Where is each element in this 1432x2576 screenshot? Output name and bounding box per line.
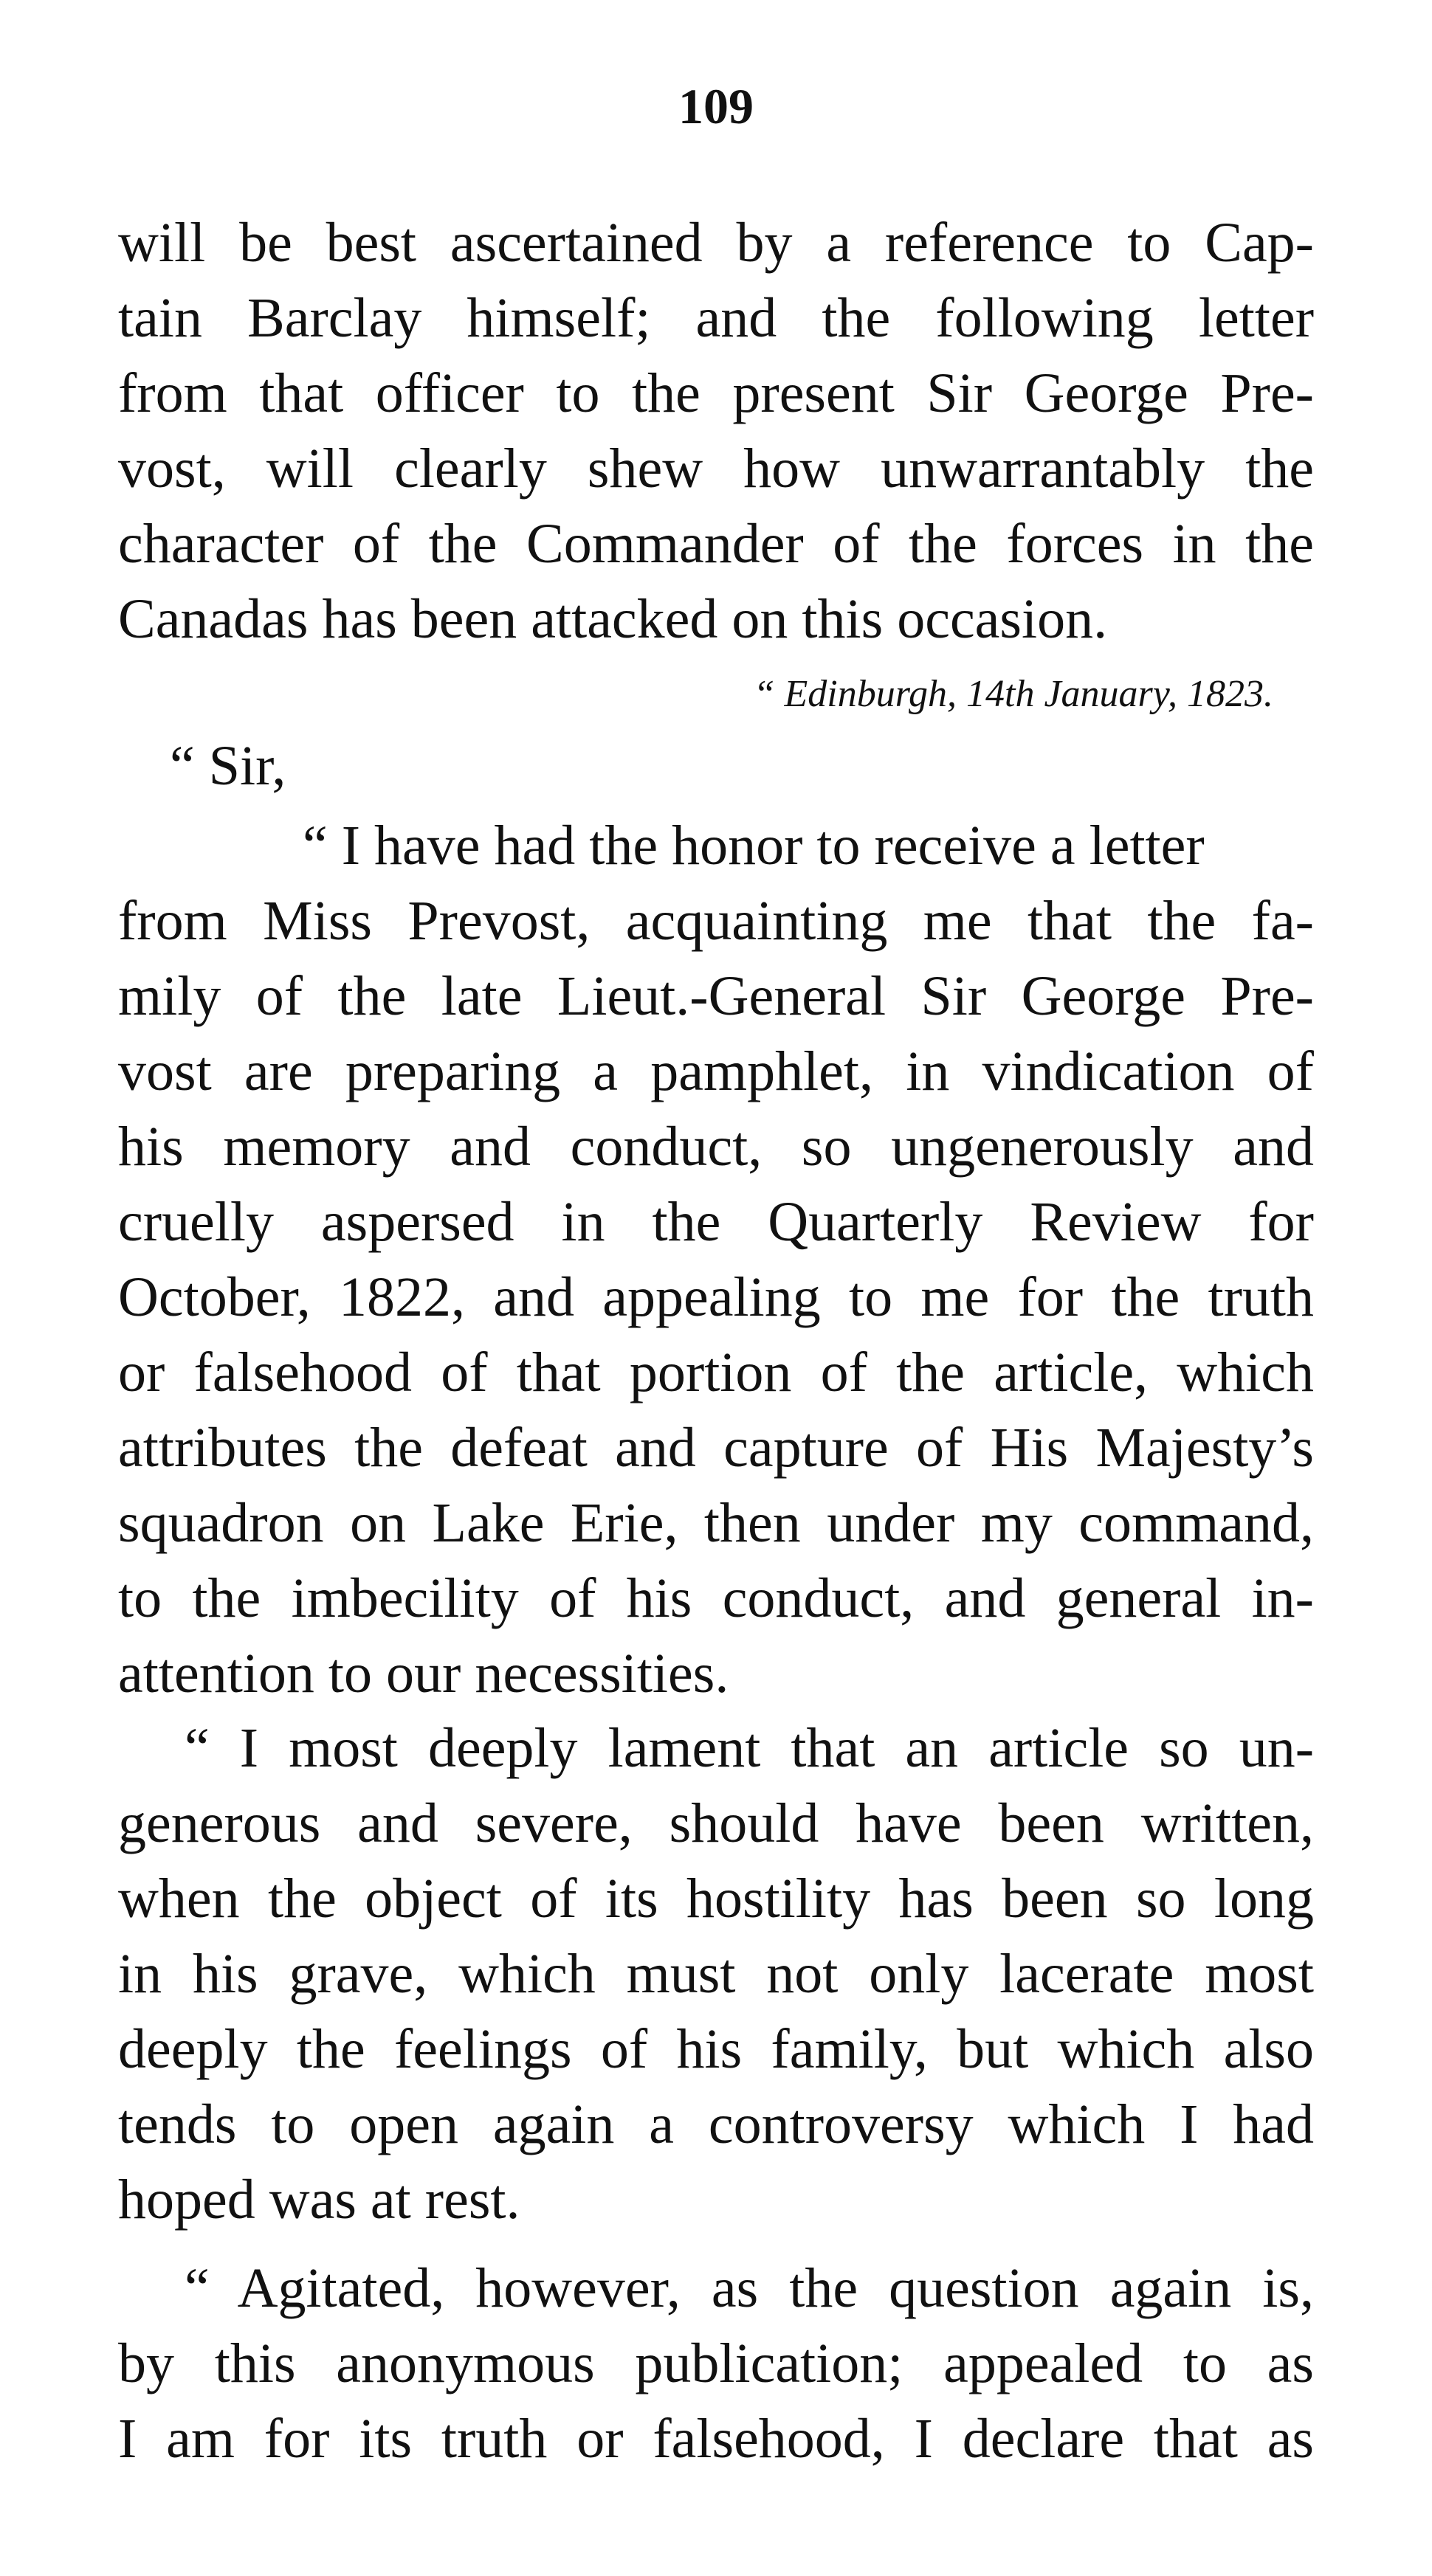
letter-line: October, 1822, and appealing to me for the truth: [118, 1266, 1314, 1328]
letter-line: mily of the late Lieut.-General Sir George Pre-: [118, 965, 1314, 1027]
letter-paragraph-3: [118, 2251, 1314, 2476]
letter-line: attributes the defeat and capture of His Majesty’s: [118, 1417, 1314, 1479]
letter-line: in his grave, which must not only lacerate most: [118, 1943, 1314, 2005]
letter-line: from Miss Prevost, acquainting me that the fa-: [118, 890, 1314, 952]
letter-line: vost are preparing a pamphlet, in vindication of: [118, 1040, 1314, 1102]
letter-paragraph-2: [118, 1710, 1314, 2237]
letter-line: when the object of its hostility has been so long: [118, 1868, 1314, 1930]
intro-paragraph: [118, 205, 1314, 657]
intro-line: character of the Commander of the forces in the: [118, 513, 1314, 575]
letter-line: hoped was at rest.: [118, 2169, 520, 2231]
intro-line: tain Barclay himself; and the following letter: [118, 287, 1314, 349]
page-number: 109: [678, 78, 754, 134]
letter-line: attention to our necessities.: [118, 1643, 729, 1705]
letter-line: tends to open again a controversy which I had: [118, 2093, 1314, 2155]
letter-line: to the imbecility of his conduct, and general in-: [118, 1567, 1314, 1629]
letter-line: “ I most deeply lament that an article so un-: [185, 1717, 1314, 1779]
letter-paragraph-1: [118, 808, 1314, 1711]
intro-line: will be best ascertained by a reference to Cap-: [118, 212, 1314, 274]
letter-line: “ I have had the honor to receive a letter: [303, 815, 1205, 877]
letter-line: his memory and conduct, so ungenerously and: [118, 1116, 1314, 1178]
letter-line: by this anonymous publication; appealed to as: [118, 2332, 1314, 2394]
letter-line: “ Agitated, however, as the question again is,: [185, 2257, 1314, 2319]
intro-line: from that officer to the present Sir George Pre-: [118, 362, 1314, 424]
intro-line: vost, will clearly shew how unwarrantably the: [118, 438, 1314, 500]
letter-line: deeply the feelings of his family, but which also: [118, 2018, 1314, 2080]
letter-salutation: “ Sir,: [170, 735, 286, 797]
letter-line: generous and severe, should have been written,: [118, 1792, 1314, 1854]
intro-line: Canadas has been attacked on this occasion.: [118, 588, 1108, 650]
letter-line: I am for its truth or falsehood, I declare that as: [118, 2408, 1314, 2470]
letter-dateline: “ Edinburgh, 14th January, 1823.: [753, 673, 1273, 715]
letter-line: or falsehood of that portion of the article, which: [118, 1341, 1314, 1403]
letter-line: cruelly aspersed in the Quarterly Review for: [118, 1191, 1314, 1253]
letter-line: squadron on Lake Erie, then under my command,: [118, 1492, 1314, 1554]
